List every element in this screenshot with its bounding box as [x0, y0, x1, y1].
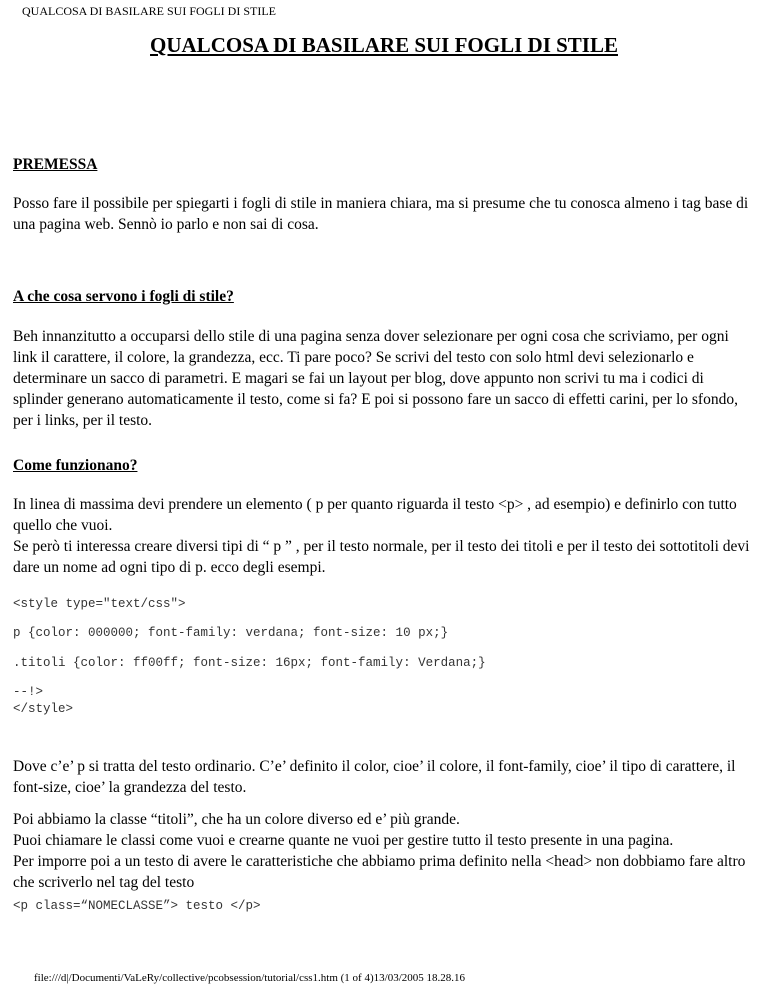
code-line: p {color: 000000; font-family: verdana; font-size: 10 px;} [13, 626, 449, 640]
section-heading-come-funzionano: Come funzionano? [13, 457, 138, 474]
paragraph-premessa: Posso fare il possibile per spiegarti i fogli di stile in maniera chiara, ma si presume che tu conosca almeno i tag base di una pagina web. Sennò io parlo e non sai di cosa. [13, 195, 749, 233]
code-block-closing: --!> </style> [13, 685, 74, 716]
paragraph-come-funzionano-2: Se però ti interessa creare diversi tipi di “ p ” , per il testo normale, per il testo dei titoli e per il testo dei sottotitoli devi dare un nome ad ogni tipo di p. ecco degli esempi. [13, 538, 750, 576]
paragraph-explanation-p: Dove c’e’ p si tratta del testo ordinario. C’e’ definito il color, cioe’ il colore, il font-family, cioe’ il tipo di carattere, il font-size, cioe’ la grandezza del testo. [13, 758, 736, 796]
code-line: <style type="text/css"> [13, 597, 186, 611]
paragraph-a-che-cosa: Beh innanzitutto a occuparsi dello stile di una pagina senza dover selezionare per ogni cosa che scriviamo, per ogni link il carattere, il colore, la grandezza, ecc. Ti pare poco? Se scrivi del testo con solo html devi selezionarlo e determinare un sacco di parametri. E magari se fai un layout per blog, dove appunto non scrivi tu ma i codici di splinder generano automaticamente il testo, come si fa? E poi si possono fare un sacco di effetti carini, per lo sfondo, per i links, per il testo. [13, 328, 738, 429]
section-heading-premessa: PREMESSA [13, 156, 98, 173]
code-example-class: <p class=“NOMECLASSE”> testo </p> [13, 899, 261, 913]
page-title: QUALCOSA DI BASILARE SUI FOGLI DI STILE [150, 33, 618, 57]
section-heading-a-che-cosa: A che cosa servono i fogli di stile? [13, 288, 234, 305]
paragraph-classe-titoli: Poi abbiamo la classe “titoli”, che ha un colore diverso ed e’ più grande. [13, 811, 460, 828]
paragraph-imporre: Per imporre poi a un testo di avere le caratteristiche che abbiamo prima definito nella <head> non dobbiamo fare altro che scriverlo nel tag del testo [13, 853, 746, 891]
code-line: .titoli {color: ff00ff; font-size: 16px; font-family: Verdana;} [13, 656, 486, 670]
running-header: QUALCOSA DI BASILARE SUI FOGLI DI STILE [22, 4, 276, 18]
paragraph-classi: Puoi chiamare le classi come vuoi e crearne quante ne vuoi per gestire tutto il testo presente in una pagina. [13, 832, 674, 849]
paragraph-come-funzionano-1: In linea di massima devi prendere un elemento ( p per quanto riguarda il testo <p> , ad esempio) e definirlo con tutto quello che vuoi. [13, 496, 737, 534]
footer-file-path: file:///d|/Documenti/VaLeRy/collective/pcobsession/tutorial/css1.htm (1 of 4)13/03/2005 18.28.16 [34, 972, 465, 984]
